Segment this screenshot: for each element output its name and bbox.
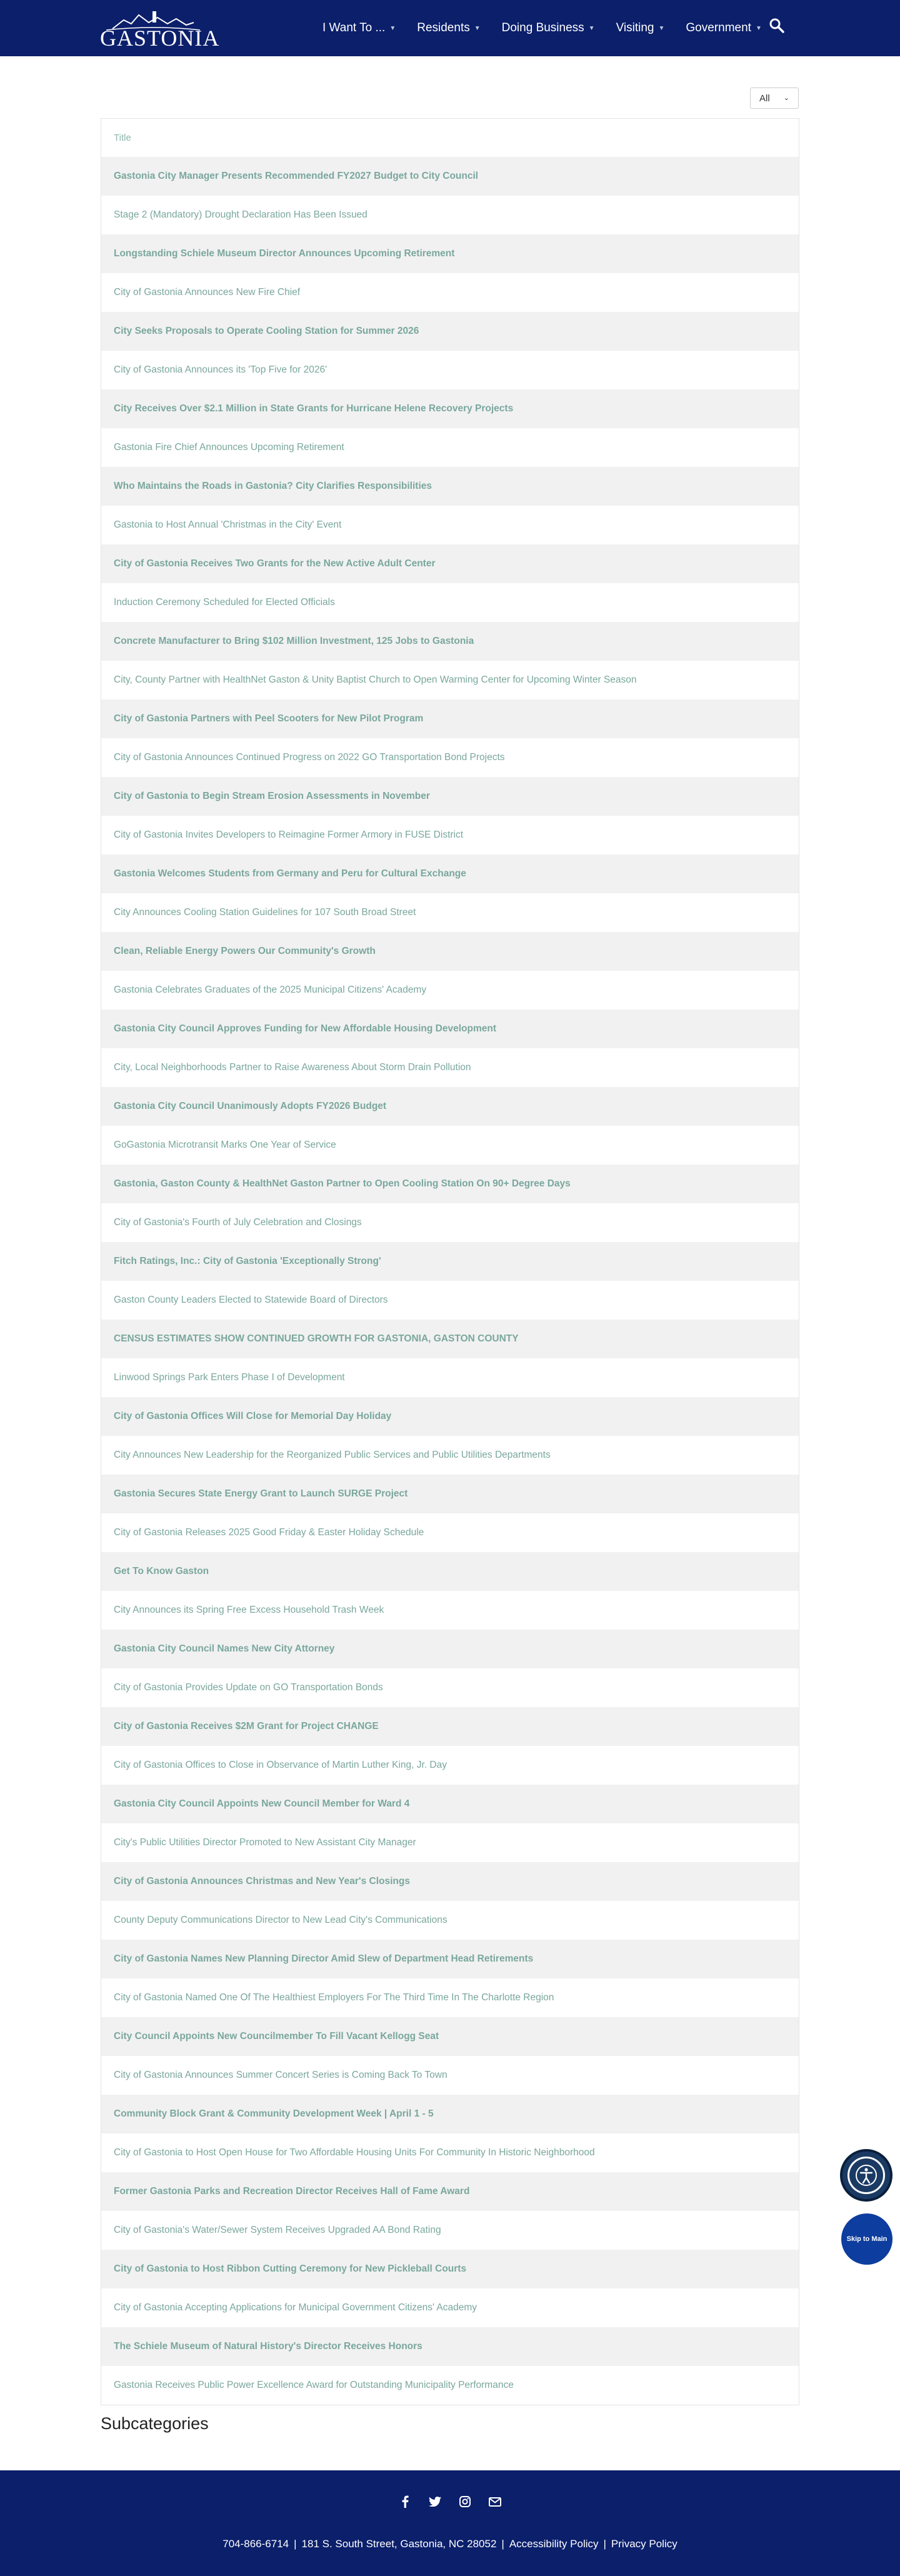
category-filter-select[interactable]	[750, 88, 799, 109]
news-title-link[interactable]: City, Local Neighborhoods Partner to Raise Awareness About Storm Drain Pollution	[114, 1062, 471, 1073]
table-row	[101, 1552, 799, 1591]
footer-contact-line	[0, 2538, 900, 2550]
table-row	[101, 1436, 799, 1475]
news-title-link[interactable]: Gastonia, Gaston County & HealthNet Gaston Partner to Open Cooling Station On 90+ Degree Days	[114, 1178, 571, 1189]
table-row	[101, 1320, 799, 1358]
news-title-link[interactable]: The Schiele Museum of Natural History's Director Receives Honors	[114, 2341, 422, 2352]
table-row	[101, 1940, 799, 1978]
chevron-down-icon: ▼	[588, 24, 595, 32]
news-title-link[interactable]: Gastonia City Council Appoints New Council Member for Ward 4	[114, 1798, 410, 1809]
table-row	[101, 1358, 799, 1397]
table-row	[101, 1087, 799, 1126]
table-row	[101, 2211, 799, 2250]
chevron-down-icon: ▼	[755, 24, 762, 32]
news-title-link[interactable]: City of Gastonia to Begin Stream Erosion Assessments in November	[114, 791, 430, 801]
nav-residents[interactable]	[417, 21, 480, 35]
news-title-link[interactable]: Gastonia Secures State Energy Grant to Launch SURGE Project	[114, 1488, 408, 1499]
site-logo[interactable]	[100, 9, 220, 51]
news-title-link[interactable]: City of Gastonia Announces New Fire Chief	[114, 287, 301, 298]
news-table	[101, 118, 799, 2405]
table-row	[101, 1746, 799, 1785]
news-title-link[interactable]: Gastonia Welcomes Students from Germany and Peru for Cultural Exchange	[114, 868, 466, 879]
footer-phone-link[interactable]: 704-866-6714	[222, 2538, 289, 2550]
divider: |	[294, 2538, 297, 2550]
table-row	[101, 932, 799, 971]
table-row	[101, 1165, 799, 1203]
table-row	[101, 1862, 799, 1901]
news-title-link[interactable]: Gastonia Fire Chief Announces Upcoming Retirement	[114, 442, 344, 453]
table-row	[101, 1591, 799, 1630]
table-row	[101, 1707, 799, 1746]
news-title-link[interactable]: CENSUS ESTIMATES SHOW CONTINUED GROWTH FOR GASTONIA, GASTON COUNTY	[114, 1333, 519, 1344]
table-row	[101, 2366, 799, 2405]
news-title-link[interactable]: City Announces its Spring Free Excess Household Trash Week	[114, 1605, 384, 1615]
chevron-down-icon: ⌄	[783, 94, 789, 102]
news-title-link[interactable]: Who Maintains the Roads in Gastonia? City Clarifies Responsibilities	[114, 481, 432, 491]
table-row	[101, 2133, 799, 2172]
news-title-link[interactable]: City of Gastonia Announces Continued Progress on 2022 GO Transportation Bond Projects	[114, 752, 505, 763]
news-title-link[interactable]: City, County Partner with HealthNet Gaston & Unity Baptist Church to Open Warming Center for Upcoming Winter Season	[114, 674, 637, 685]
news-title-link[interactable]: City of Gastonia Offices Will Close for Memorial Day Holiday	[114, 1411, 392, 1421]
table-row	[101, 1668, 799, 1707]
table-row	[101, 234, 799, 273]
news-title-link[interactable]: Clean, Reliable Energy Powers Our Community's Growth	[114, 946, 376, 956]
table-row	[101, 544, 799, 583]
news-title-link[interactable]: City of Gastonia to Host Ribbon Cutting Ceremony for New Pickleball Courts	[114, 2263, 467, 2274]
table-row	[101, 1126, 799, 1165]
table-row	[101, 196, 799, 234]
table-row	[101, 2017, 799, 2056]
footer-address: 181 S. South Street, Gastonia, NC 28052	[301, 2538, 497, 2550]
table-row	[101, 428, 799, 467]
news-title-link[interactable]: City Announces New Leadership for the Reorganized Public Services and Public Utilities Departments	[114, 1450, 551, 1460]
table-row	[101, 1823, 799, 1862]
chevron-down-icon: ▼	[389, 24, 396, 32]
table-row	[101, 893, 799, 932]
news-title-link[interactable]: Concrete Manufacturer to Bring $102 Million Investment, 125 Jobs to Gastonia	[114, 636, 474, 646]
twitter-icon[interactable]	[429, 2495, 441, 2508]
news-title-link[interactable]: Longstanding Schiele Museum Director Announces Upcoming Retirement	[114, 248, 455, 259]
divider: |	[603, 2538, 606, 2550]
news-title-link[interactable]: Fitch Ratings, Inc.: City of Gastonia 'Exceptionally Strong'	[114, 1256, 381, 1266]
news-title-link[interactable]: Gastonia City Council Approves Funding for New Affordable Housing Development	[114, 1023, 497, 1034]
table-row	[101, 1901, 799, 1940]
news-title-link[interactable]: City of Gastonia Announces Summer Concert Series is Coming Back To Town	[114, 2070, 448, 2080]
nav-i-want-to[interactable]	[322, 21, 396, 35]
table-row	[101, 2172, 799, 2211]
news-title-link[interactable]: Gaston County Leaders Elected to Statewide Board of Directors	[114, 1295, 388, 1305]
table-row	[101, 157, 799, 196]
table-row	[101, 2327, 799, 2366]
table-row	[101, 389, 799, 428]
news-title-link[interactable]: Gastonia to Host Annual 'Christmas in the City' Event	[114, 519, 342, 530]
news-title-link[interactable]: Gastonia Receives Public Power Excellence Award for Outstanding Municipality Performance	[114, 2380, 514, 2390]
site-header	[0, 0, 900, 56]
logo-text: GASTONIA	[100, 26, 220, 51]
instagram-icon[interactable]	[459, 2495, 471, 2508]
table-row	[101, 1630, 799, 1668]
news-title-link[interactable]: City Announces Cooling Station Guidelines for 107 South Broad Street	[114, 907, 416, 918]
table-row	[101, 1397, 799, 1436]
table-row	[101, 1978, 799, 2017]
table-row	[101, 312, 799, 351]
privacy-policy-link[interactable]: Privacy Policy	[611, 2538, 678, 2550]
table-row	[101, 971, 799, 1010]
table-row	[101, 816, 799, 854]
nav-label: Visiting	[616, 21, 654, 34]
site-footer	[0, 2470, 900, 2576]
news-title-link[interactable]: City of Gastonia Invites Developers to Reimagine Former Armory in FUSE District	[114, 829, 464, 840]
table-row	[101, 1281, 799, 1320]
table-row	[101, 2288, 799, 2327]
news-title-link[interactable]: Gastonia City Manager Presents Recommended FY2027 Budget to City Council	[114, 171, 479, 181]
news-title-link[interactable]: County Deputy Communications Director to New Lead City's Communications	[114, 1915, 448, 1925]
table-row	[101, 1048, 799, 1087]
news-title-link[interactable]: City of Gastonia's Water/Sewer System Receives Upgraded AA Bond Rating	[114, 2225, 441, 2235]
news-title-link[interactable]: Get To Know Gaston	[114, 1566, 209, 1576]
divider: |	[501, 2538, 504, 2550]
news-title-link[interactable]: City's Public Utilities Director Promoted to New Assistant City Manager	[114, 1837, 416, 1848]
news-title-link[interactable]: Community Block Grant & Community Development Week | April 1 - 5	[114, 2108, 434, 2119]
news-title-link[interactable]: City of Gastonia Announces its 'Top Five for 2026'	[114, 364, 328, 375]
table-row	[101, 777, 799, 816]
news-title-link[interactable]: Linwood Springs Park Enters Phase I of Development	[114, 1372, 345, 1383]
news-title-link[interactable]: Gastonia Celebrates Graduates of the 2025 Municipal Citizens' Academy	[114, 985, 427, 995]
nav-government[interactable]	[686, 21, 761, 35]
accessibility-policy-link[interactable]: Accessibility Policy	[509, 2538, 599, 2550]
table-row	[101, 2095, 799, 2133]
search-icon[interactable]	[769, 18, 785, 34]
news-title-link[interactable]: City of Gastonia Named One Of The Healthiest Employers For The Third Time In The Charlotte Region	[114, 1992, 554, 2003]
filter-value: All	[759, 93, 770, 104]
news-title-link[interactable]: Former Gastonia Parks and Recreation Director Receives Hall of Fame Award	[114, 2186, 470, 2197]
nav-label: Government	[686, 21, 751, 34]
table-row	[101, 1475, 799, 1513]
table-row	[101, 699, 799, 738]
news-title-link[interactable]: City of Gastonia Provides Update on GO Transportation Bonds	[114, 1682, 383, 1693]
subcategories-heading: Subcategories	[101, 2414, 209, 2433]
news-title-link[interactable]: Induction Ceremony Scheduled for Elected Officials	[114, 597, 335, 608]
nav-label: Residents	[417, 21, 470, 34]
news-title-link[interactable]: Stage 2 (Mandatory) Drought Declaration Has Been Issued	[114, 209, 368, 220]
news-title-link[interactable]: City Council Appoints New Councilmember To Fill Vacant Kellogg Seat	[114, 2031, 439, 2042]
news-title-link[interactable]: City of Gastonia Partners with Peel Scooters for New Pilot Program	[114, 713, 424, 724]
nav-visiting[interactable]	[616, 21, 665, 35]
nav-doing-business[interactable]	[502, 21, 595, 35]
facebook-icon[interactable]	[399, 2495, 411, 2508]
table-row	[101, 738, 799, 777]
table-row	[101, 622, 799, 661]
news-title-link[interactable]: City of Gastonia Receives Two Grants for the New Active Adult Center	[114, 558, 436, 569]
table-row	[101, 661, 799, 699]
news-title-link[interactable]: City of Gastonia Releases 2025 Good Friday & Easter Holiday Schedule	[114, 1527, 424, 1538]
news-title-link[interactable]: Gastonia City Council Unanimously Adopts FY2026 Budget	[114, 1101, 387, 1111]
news-title-link[interactable]: Gastonia City Council Names New City Attorney	[114, 1643, 335, 1654]
table-row	[101, 2056, 799, 2095]
accessibility-button[interactable]	[840, 2149, 892, 2202]
table-row	[101, 273, 799, 312]
news-title-link[interactable]: City of Gastonia Names New Planning Director Amid Slew of Department Head Retirements	[114, 1953, 534, 1964]
chevron-down-icon: ▼	[658, 24, 665, 32]
news-title-link[interactable]: City of Gastonia Receives $2M Grant for Project CHANGE	[114, 1721, 379, 1732]
table-row	[101, 1785, 799, 1823]
news-title-link[interactable]: City Seeks Proposals to Operate Cooling Station for Summer 2026	[114, 326, 419, 336]
nav-label: Doing Business	[501, 21, 584, 34]
main-nav	[322, 0, 783, 56]
column-title-header[interactable]: Title	[114, 133, 131, 143]
table-row	[101, 506, 799, 544]
accessibility-icon	[848, 2157, 885, 2194]
table-row	[101, 351, 799, 389]
chevron-down-icon: ▼	[474, 24, 481, 32]
email-icon[interactable]	[489, 2495, 501, 2508]
table-header	[101, 119, 799, 157]
news-title-link[interactable]: GoGastonia Microtransit Marks One Year of Service	[114, 1140, 336, 1150]
news-title-link[interactable]: City of Gastonia Announces Christmas and New Year's Closings	[114, 1876, 410, 1887]
table-row	[101, 1513, 799, 1552]
nav-label: I Want To ...	[322, 21, 386, 34]
table-row	[101, 467, 799, 506]
table-row	[101, 854, 799, 893]
social-links	[0, 2495, 900, 2508]
news-title-link[interactable]: City of Gastonia Accepting Applications for Municipal Government Citizens' Academy	[114, 2302, 478, 2313]
table-row	[101, 1010, 799, 1048]
table-row	[101, 583, 799, 622]
table-row	[101, 2250, 799, 2288]
news-title-link[interactable]: City Receives Over $2.1 Million in State Grants for Hurricane Helene Recovery Projects	[114, 403, 514, 414]
table-row	[101, 1203, 799, 1242]
table-row	[101, 1242, 799, 1281]
news-title-link[interactable]: City of Gastonia Offices to Close in Observance of Martin Luther King, Jr. Day	[114, 1760, 447, 1770]
news-title-link[interactable]: City of Gastonia's Fourth of July Celebration and Closings	[114, 1217, 362, 1228]
news-title-link[interactable]: City of Gastonia to Host Open House for Two Affordable Housing Units For Community In Historic Neighborhood	[114, 2147, 595, 2158]
skip-to-main-button[interactable]: Skip to Main	[841, 2213, 892, 2265]
